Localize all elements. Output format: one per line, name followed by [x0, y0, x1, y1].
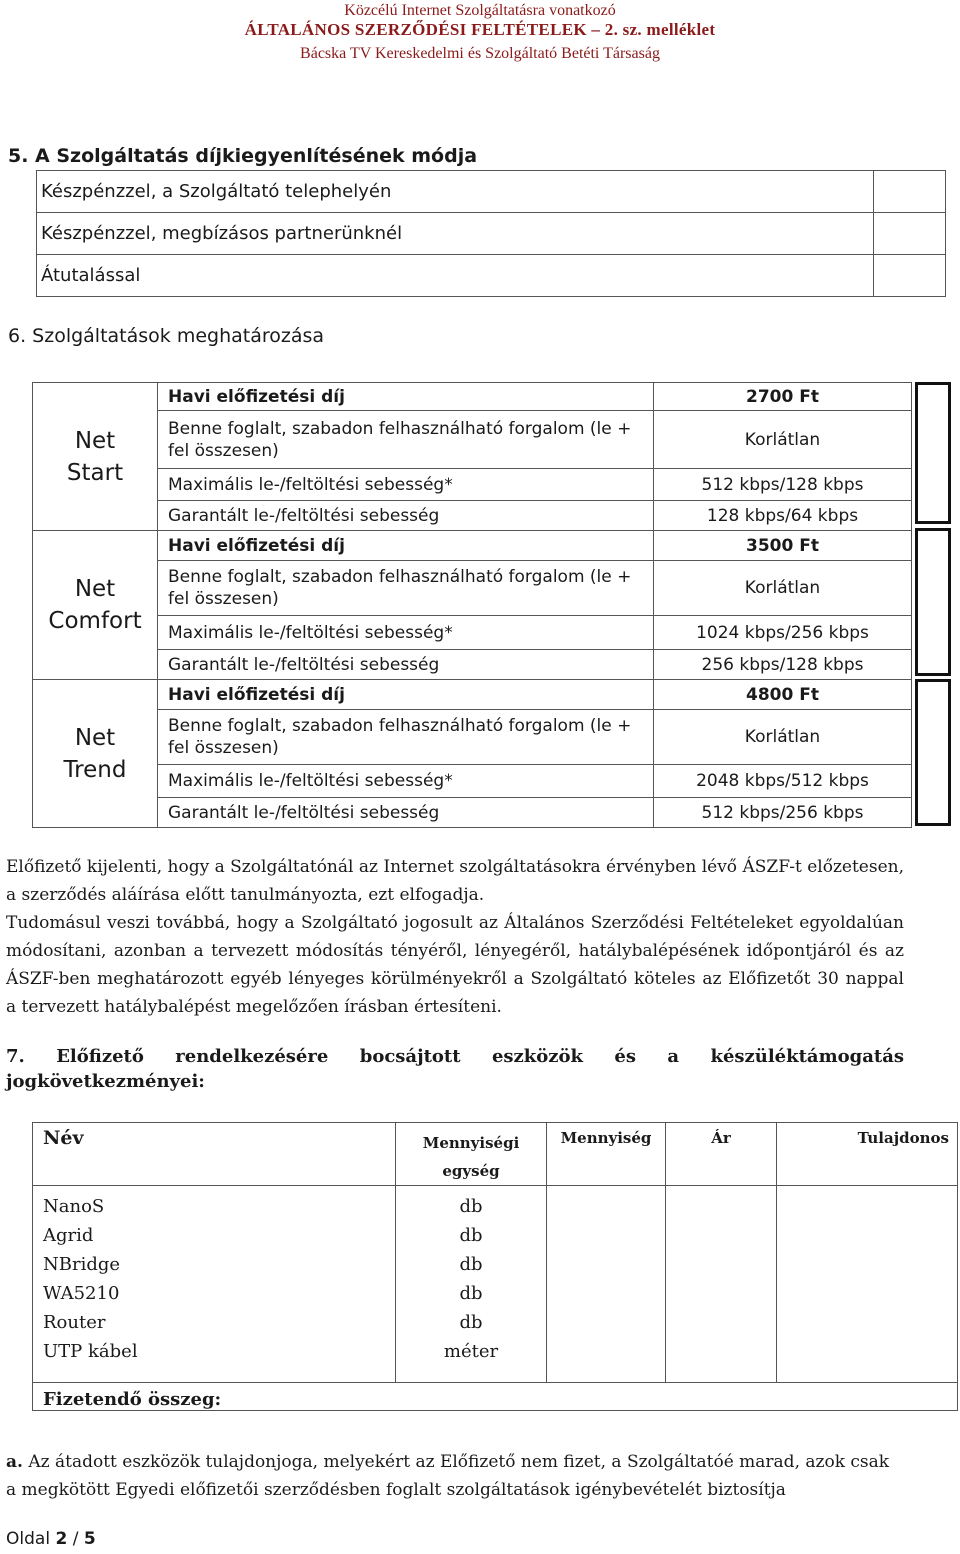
header-line-2: ÁLTALÁNOS SZERZŐDÉSI FELTÉTELEK – 2. sz. melléklet	[244, 20, 716, 39]
payment-option-row	[37, 171, 946, 213]
footer-total: 5	[83, 1529, 96, 1549]
payment-option-row	[37, 213, 946, 255]
package-net-trend: Net Trend	[33, 680, 158, 828]
row-value: Korlátlan	[654, 710, 912, 765]
row-label: Havi előfizetési díj	[158, 680, 654, 710]
row-value: 128 kbps/64 kbps	[654, 501, 912, 531]
payment-option-row	[37, 255, 946, 297]
equipment-header-row	[33, 1123, 958, 1186]
service-row	[33, 710, 912, 765]
row-label: Benne foglalt, szabadon felhasználható forgalom (le + fel összesen)	[158, 411, 654, 469]
items-units-cell	[396, 1186, 547, 1383]
header-owner: Tulajdonos	[777, 1123, 958, 1186]
row-value: 256 kbps/128 kbps	[654, 650, 912, 680]
service-row	[33, 616, 912, 650]
section-7-title: 7. Előfizető rendelkezésére bocsájtott eszközök és a készüléktámogatás jogkövetkezményei:	[6, 1046, 904, 1092]
item-unit: db	[459, 1196, 483, 1217]
row-label: Garantált le-/feltöltési sebesség	[158, 798, 654, 828]
payment-option-checkbox[interactable]	[874, 171, 946, 213]
row-value: 2700 Ft	[654, 383, 912, 411]
payment-options-table	[36, 170, 946, 297]
service-row	[33, 411, 912, 469]
payment-option-checkbox[interactable]	[874, 255, 946, 297]
service-row	[33, 531, 912, 561]
item-unit: db	[459, 1254, 483, 1275]
row-value: 3500 Ft	[654, 531, 912, 561]
row-label: Maximális le-/feltöltési sebesség*	[158, 616, 654, 650]
service-row	[33, 650, 912, 680]
service-row	[33, 501, 912, 531]
service-row	[33, 680, 912, 710]
note-a-text: Az átadott eszközök tulajdonjoga, melyekért az Előfizető nem fizet, a Szolgáltatóé marad, azok csak a megkötött Egyedi előfizetői szerződésben foglalt szolgáltatások igénybevételét biztosítja	[6, 1452, 890, 1500]
item-unit: db	[459, 1312, 483, 1333]
row-label: Garantált le-/feltöltési sebesség	[158, 501, 654, 531]
package-net-comfort: Net Comfort	[33, 531, 158, 680]
row-label: Benne foglalt, szabadon felhasználható forgalom (le + fel összesen)	[158, 561, 654, 616]
select-box-net-trend[interactable]	[915, 679, 951, 826]
item-unit: méter	[443, 1341, 499, 1362]
items-names-cell	[33, 1186, 396, 1383]
service-row	[33, 561, 912, 616]
equipment-items-row	[33, 1186, 958, 1383]
item-name: UTP kábel	[43, 1341, 138, 1362]
service-row	[33, 469, 912, 501]
service-row	[33, 798, 912, 828]
services-table	[32, 382, 912, 828]
header-name: Név	[33, 1123, 396, 1186]
item-name: NBridge	[43, 1254, 121, 1275]
select-box-net-start[interactable]	[915, 382, 951, 524]
header-line-1: Közcélú Internet Szolgáltatásra vonatkozó	[344, 2, 616, 19]
items-qty-cell[interactable]	[547, 1186, 666, 1383]
row-label: Maximális le-/feltöltési sebesség*	[158, 765, 654, 798]
declaration-paragraph: Előfizető kijelenti, hogy a Szolgáltatónál az Internet szolgáltatásokra érvényben lévő ÁSZF-t előzetesen, a szerződés aláírása előtt tanulmányozta, ezt elfogadja.	[6, 857, 904, 905]
header-unit: Mennyiségi egység	[396, 1123, 547, 1186]
row-label: Havi előfizetési díj	[158, 531, 654, 561]
note-a	[6, 1448, 904, 1504]
payment-option-label: Átutalással	[37, 255, 874, 297]
item-name: Agrid	[43, 1225, 94, 1246]
service-row	[33, 383, 912, 411]
footer-page: 2	[55, 1529, 68, 1549]
section-5-title: 5. A Szolgáltatás díjkiegyenlítésének módja	[8, 145, 478, 167]
payment-option-checkbox[interactable]	[874, 213, 946, 255]
package-net-start: Net Start	[33, 383, 158, 531]
row-value: Korlátlan	[654, 561, 912, 616]
service-row	[33, 765, 912, 798]
item-name: WA5210	[43, 1283, 120, 1304]
header-line-3: Bácska TV Kereskedelmi és Szolgáltató Betéti Társaság	[300, 45, 660, 62]
item-name: NanoS	[43, 1196, 105, 1217]
row-value: 512 kbps/128 kbps	[654, 469, 912, 501]
row-label: Garantált le-/feltöltési sebesség	[158, 650, 654, 680]
header-price: Ár	[666, 1123, 777, 1186]
modification-paragraph: Tudomásul veszi továbbá, hogy a Szolgáltató jogosult az Általános Szerződési Feltételeket egyoldalúan módosítani, azonban a tervezett módosítás tényéről, lényegéről, hatálybalépésének időpontjáról és az ÁSZF-ben meghatározott egyéb lényeges körülményekről a Szolgáltató köteles az Előfizetőt 30 nappal a tervezett hatálybalépést megelőzően írásban értesíteni.	[6, 913, 904, 1017]
row-value: 1024 kbps/256 kbps	[654, 616, 912, 650]
row-value: 2048 kbps/512 kbps	[654, 765, 912, 798]
items-owner-cell[interactable]	[777, 1186, 958, 1383]
payment-option-label: Készpénzzel, megbízásos partnerünknél	[37, 213, 874, 255]
page-footer	[6, 1529, 96, 1549]
footer-label: Oldal	[6, 1529, 51, 1549]
section-6-title: 6. Szolgáltatások meghatározása	[8, 325, 325, 347]
header-qty: Mennyiség	[547, 1123, 666, 1186]
row-value: 512 kbps/256 kbps	[654, 798, 912, 828]
footer-sep: /	[72, 1529, 79, 1549]
row-value: Korlátlan	[654, 411, 912, 469]
row-label: Maximális le-/feltöltési sebesség*	[158, 469, 654, 501]
total-label: Fizetendő összeg:	[33, 1383, 958, 1411]
row-label: Benne foglalt, szabadon felhasználható forgalom (le + fel összesen)	[158, 710, 654, 765]
payment-option-label: Készpénzzel, a Szolgáltató telephelyén	[37, 171, 874, 213]
select-box-net-comfort[interactable]	[915, 528, 951, 676]
item-unit: db	[459, 1225, 483, 1246]
item-unit: db	[459, 1283, 483, 1304]
equipment-total-row	[33, 1383, 958, 1411]
note-a-marker: a.	[6, 1452, 23, 1472]
row-value: 4800 Ft	[654, 680, 912, 710]
item-name: Router	[43, 1312, 106, 1333]
equipment-table	[32, 1122, 958, 1411]
items-price-cell[interactable]	[666, 1186, 777, 1383]
row-label: Havi előfizetési díj	[158, 383, 654, 411]
